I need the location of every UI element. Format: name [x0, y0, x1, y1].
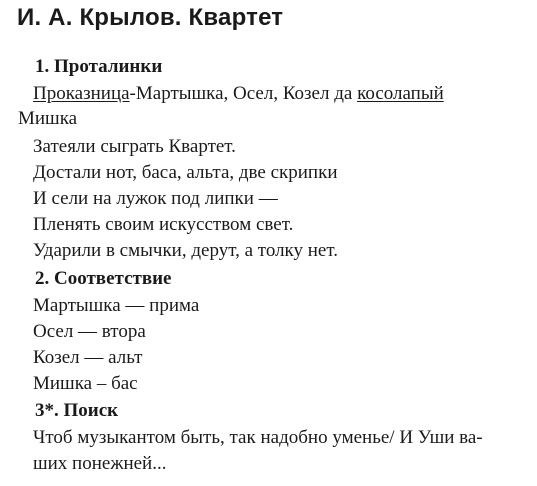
underlined-word-1: Проказница — [33, 83, 130, 104]
answer-line: Чтоб музыкантом быть, так надобно уменье/ И Уши ва- — [33, 427, 483, 448]
match-line: Осел — втора — [33, 321, 146, 342]
answer-line: ших понежней... — [33, 453, 167, 474]
match-line: Козел — альт — [33, 347, 143, 368]
poem-line: Достали нот, баса, альта, две скрипки — [33, 162, 338, 183]
match-line: Мишка – бас — [33, 373, 138, 394]
page-title: И. А. Крылов. Квартет — [17, 4, 284, 31]
match-line: Мартышка — прима — [33, 295, 200, 316]
poem-line-1-continuation: Мишка — [18, 108, 78, 129]
poem-line-1-rest: -Мартышка, Осел, Козел да — [129, 83, 358, 104]
section-heading-2: 2. Соответствие — [35, 268, 172, 289]
poem-line: Затеяли сыграть Квартет. — [33, 136, 236, 157]
poem-line: И сели на лужок под липки — — [33, 188, 278, 209]
poem-line-1 — [33, 83, 444, 105]
underlined-word-2: косолапый — [357, 83, 444, 104]
section-heading-1: 1. Проталинки — [35, 56, 163, 77]
poem-line: Пленять своим искусством свет. — [33, 214, 294, 235]
section-heading-3: 3*. Поиск — [35, 400, 119, 421]
poem-line: Ударили в смычки, дерут, а толку нет. — [33, 240, 338, 261]
